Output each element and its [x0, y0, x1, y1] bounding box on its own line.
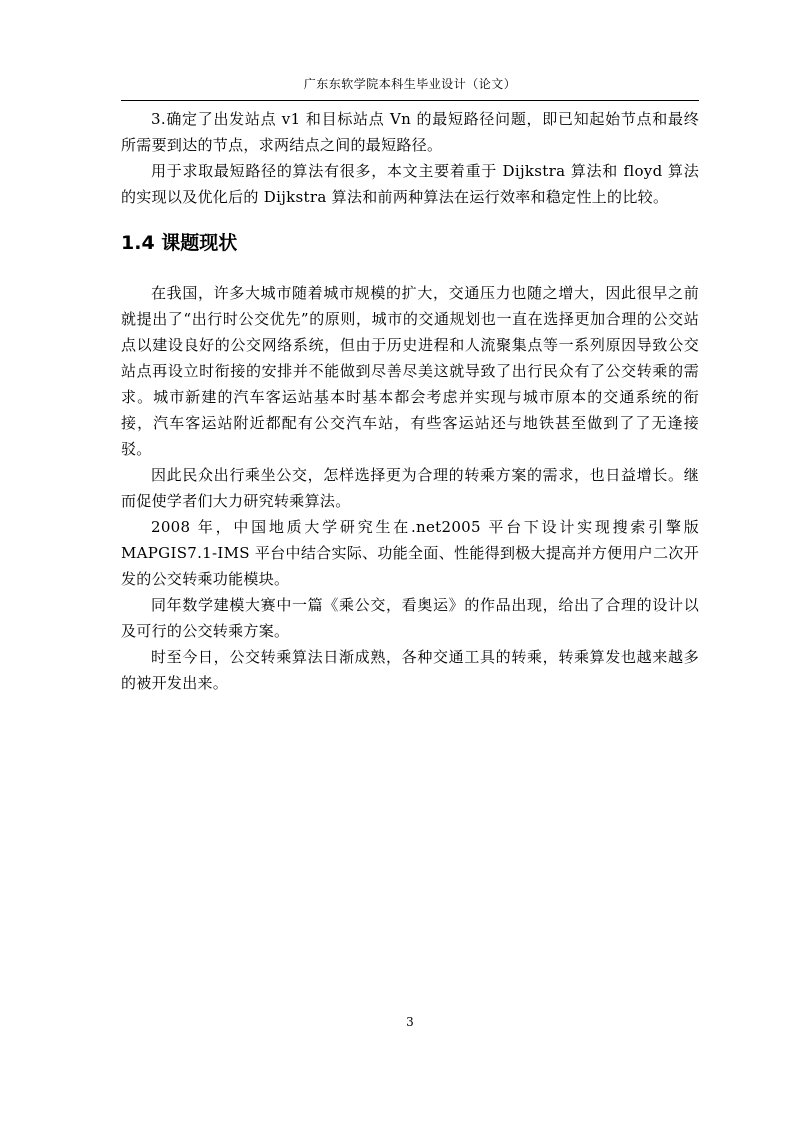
section-heading: 1.4 课题现状 — [121, 232, 238, 254]
page-number: 3 — [406, 1015, 414, 1029]
paragraph-algorithms-overview: 用于求取最短路径的算法有很多，本文主要着重于 Dijkstra 算法和 floyd 算法的实现以及优化后的 Dijkstra 算法和前两种算法在运行效率和稳定性上的比较。 — [121, 162, 699, 206]
page-header: 广东东软学院本科生毕业设计（论文） — [303, 77, 517, 91]
paragraph-mapgis-research: 2008 年，中国地质大学研究生在.net2005 平台下设计实现搜索引擎版 MAPGIS7.1-IMS 平台中结合实际、功能全面、性能得到极大提高并方便用户二次开发的公交转乘功能模块。 — [121, 518, 699, 588]
document-body — [121, 106, 699, 696]
paragraph-current-state: 时至今日，公交转乘算法日渐成熟，各种交通工具的转乘，转乘算发也越来越多的被开发出来。 — [121, 648, 699, 692]
paragraph-transfer-demand: 因此民众出行乘坐公交，怎样选择更为合理的转乘方案的需求，也日益增长。继而促使学者们大力研究转乘算法。 — [121, 466, 699, 510]
paragraph-modeling-contest: 同年数学建模大赛中一篇《乘公交，看奥运》的作品出现，给出了合理的设计以及可行的公交转乘方案。 — [121, 596, 699, 640]
paragraph-city-transit: 在我国，许多大城市随着城市规模的扩大，交通压力也随之增大，因此很早之前就提出了“出行时公交优先”的原则，城市的交通规划也一直在选择更加合理的公交站点以建设良好的公交网络系统，但由于历史进程和人流聚集点等一系列原因导致公交站点再设立时衔接的安排并不能做到尽善尽美这就导致了出行民众有了公交转乘的需求。城市新建的汽车客运站基本时基本都会考虑并实现与城市原本的交通系统的衔接，汽车客运站附近都配有公交汽车站，有些客运站还与地铁甚至做到了了无逢接驳。 — [121, 284, 699, 458]
paragraph-shortest-path-problem: 3.确定了出发站点 v1 和目标站点 Vn 的最短路径问题，即已知起始节点和最终所需要到达的节点，求两结点之间的最短路径。 — [121, 110, 699, 154]
header-divider — [121, 100, 699, 101]
